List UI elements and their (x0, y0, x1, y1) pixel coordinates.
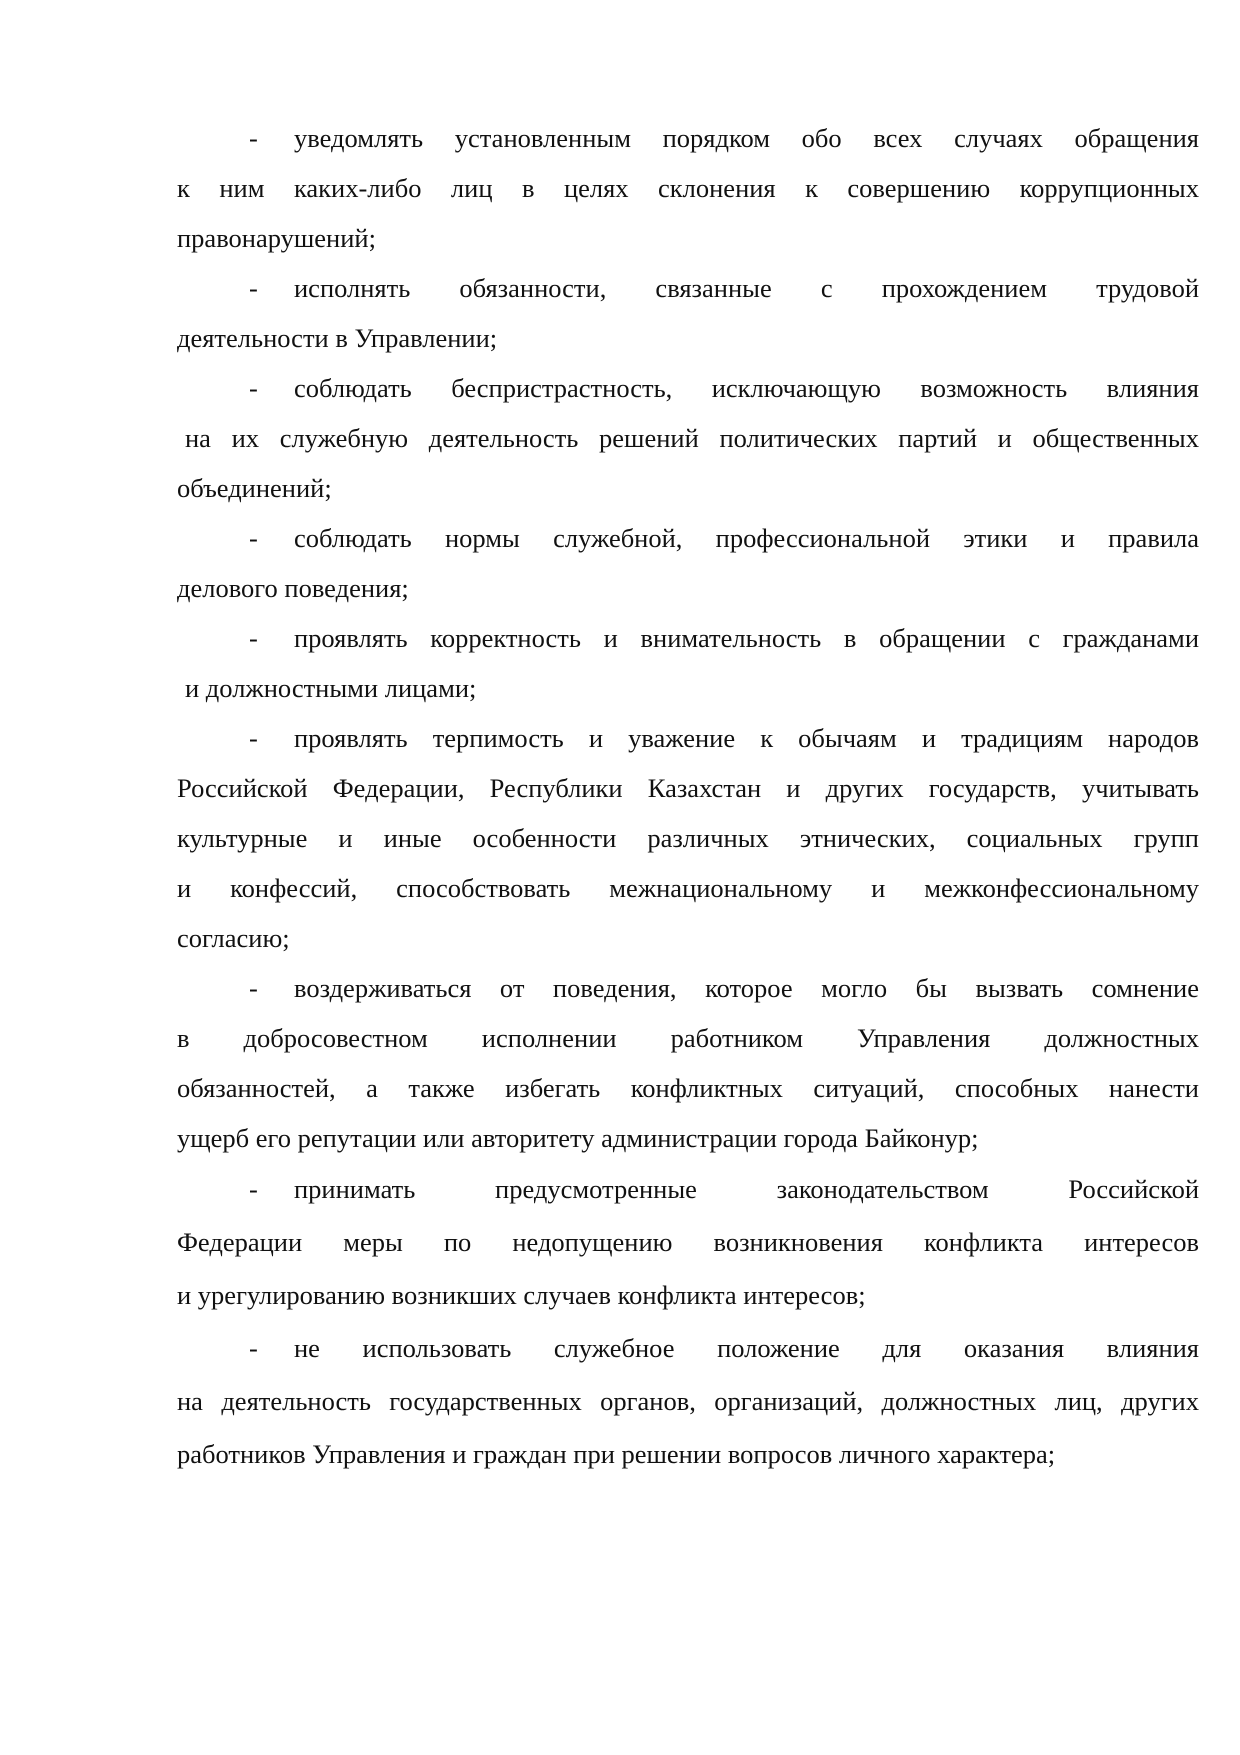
text-line: на их служебную деятельность решений политических партий и общественных (185, 423, 1199, 453)
list-item (177, 113, 1199, 263)
list-item (177, 963, 1199, 1163)
text-line: - исполнять обязанности, связанные с прохождением трудовой (177, 263, 1199, 313)
text-line: в добросовестном исполнении работником Управления должностных (177, 1023, 1199, 1053)
list-dash: - (249, 523, 258, 553)
text-line: работников Управления и граждан при решении вопросов личного характера; (177, 1439, 1056, 1469)
list-dash: - (249, 373, 258, 403)
list-dash: - (249, 123, 258, 153)
list-item (177, 363, 1199, 513)
list-dash: - (249, 623, 258, 653)
list-item (177, 263, 1199, 363)
text-line: - воздерживаться от поведения, которое могло бы вызвать сомнение (177, 963, 1199, 1013)
text-line: - проявлять терпимость и уважение к обычаям и традициям народов (177, 713, 1199, 763)
text-line: - не использовать служебное положение для оказания влияния (177, 1322, 1199, 1375)
list-dash: - (249, 973, 258, 1003)
text-line: - принимать предусмотренные законодательством Российской (177, 1163, 1199, 1216)
text-line: и урегулированию возникших случаев конфликта интересов; (177, 1280, 866, 1310)
list-item (177, 713, 1199, 963)
text-line: правонарушений; (177, 223, 376, 253)
text-line: и должностными лицами; (185, 673, 477, 703)
text-line: обязанностей, а также избегать конфликтных ситуаций, способных нанести (177, 1073, 1199, 1103)
text-line: делового поведения; (177, 573, 409, 603)
text-line: согласию; (177, 923, 290, 953)
text-line: Федерации меры по недопущению возникновения конфликта интересов (177, 1227, 1199, 1257)
list-item (177, 613, 1199, 713)
text-line: - соблюдать нормы служебной, профессиональной этики и правила (177, 513, 1199, 563)
text-line: - соблюдать беспристрастность, исключающую возможность влияния (177, 363, 1199, 413)
text-line: культурные и иные особенности различных этнических, социальных групп (177, 823, 1199, 853)
list-item (177, 1163, 1199, 1322)
list-dash: - (249, 1174, 258, 1204)
list-dash: - (249, 723, 258, 753)
text-line: и конфессий, способствовать межнациональному и межконфессиональному (177, 873, 1199, 903)
text-line: объединений; (177, 473, 332, 503)
document-body (177, 113, 1199, 1481)
text-line: - уведомлять установленным порядком обо всех случаях обращения (177, 113, 1199, 163)
text-line: ущерб его репутации или авторитету администрации города Байконур; (177, 1123, 979, 1153)
text-line: к ним каких-либо лиц в целях склонения к совершению коррупционных (177, 173, 1199, 203)
text-line: - проявлять корректность и внимательность в обращении с гражданами (177, 613, 1199, 663)
text-line: на деятельность государственных органов, организаций, должностных лиц, других (177, 1386, 1199, 1416)
text-line: Российской Федерации, Республики Казахстан и других государств, учитывать (177, 773, 1199, 803)
list-dash: - (249, 1333, 258, 1363)
list-dash: - (249, 273, 258, 303)
list-item (177, 513, 1199, 613)
list-item (177, 1322, 1199, 1481)
text-line: деятельности в Управлении; (177, 323, 498, 353)
